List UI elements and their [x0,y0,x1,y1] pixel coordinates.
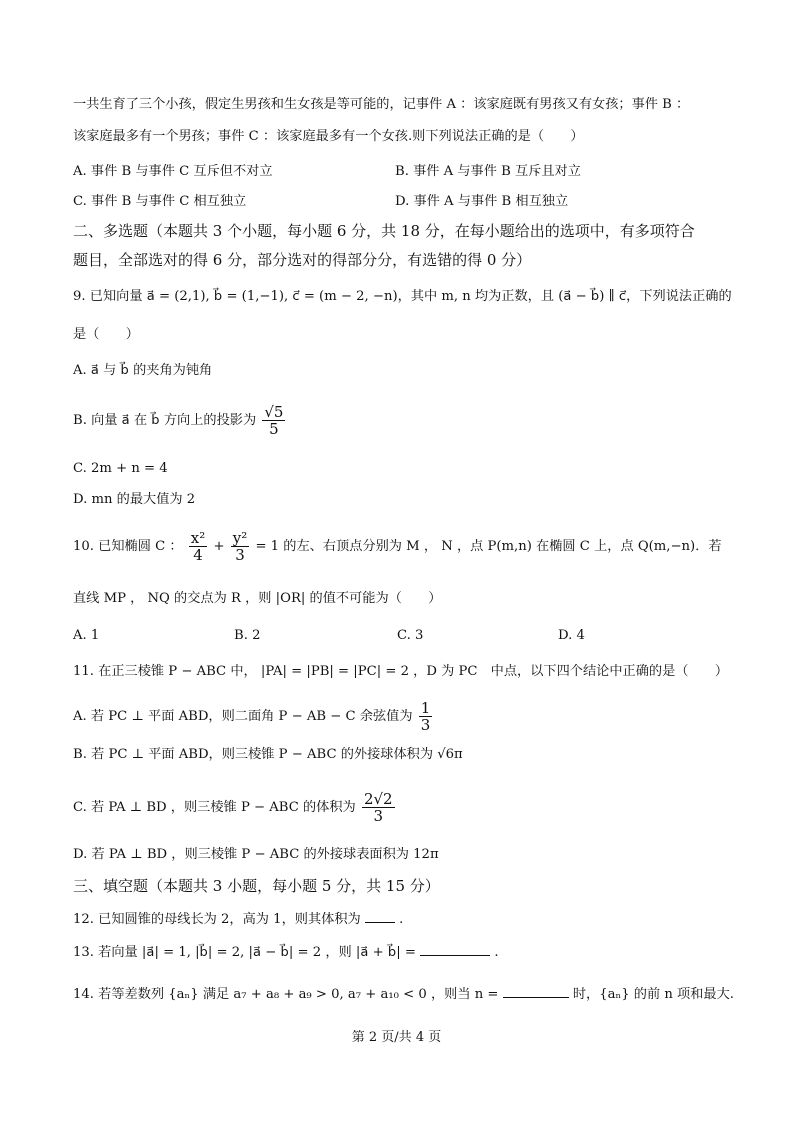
q9-stem-line1: 9. 已知向量 a⃗ = (2,1), b⃗ = (1,−1), c⃗ = (m − 2, −n)，其中 m, n 均为正数，且 (a⃗ − b⃗) ∥ c⃗，下列说法正确的 [73,289,732,304]
q11-option-c [73,786,721,830]
q10-option-a: A. 1 [73,628,100,643]
q11-option-b: B. 若 PC ⊥ 平面 ABD，则三棱锥 P − ABC 的外接球体积为 √6π [73,747,463,762]
q9-option-a: A. a⃗ 与 b⃗ 的夹角为钝角 [73,363,213,378]
section3-heading: 三、填空题（本题共 3 小题，每小题 5 分，共 15 分） [73,877,440,895]
q9-option-b [73,400,721,442]
q11-option-c-fraction [362,791,395,825]
q9-option-b-denominator: 5 [269,420,279,438]
q14-line [73,985,734,1004]
q11-option-c-numerator: 2√2 [363,789,393,808]
q11-option-a-denominator: 3 [420,716,431,734]
section2-heading-line1: 二、多选题（本题共 3 个小题，每小题 6 分，共 18 分，在每小题给出的选项中，有多项符合 [73,222,695,240]
q11-option-d: D. 若 PA ⊥ BD ，则三棱锥 P − ABC 的外接球表面积为 12π [73,847,439,862]
q13-answer-blank[interactable] [420,943,490,956]
q10-fraction-y-denominator: 3 [235,546,245,564]
q13-text: 13. 若向量 |a⃗| = 1, |b⃗| = 2, |a⃗ − b⃗| = 2 ，则 |a⃗ + b⃗| = [73,945,416,960]
q11-stem: 11. 在正三棱锥 P − ABC 中， |PA| = |PB| = |PC| = 2 ，D 为 PC 中点，以下四个结论中正确的是（ ） [73,664,729,679]
q8-options-row1 [73,160,721,178]
q8-option-b: B. 事件 A 与事件 B 互斥且对立 [395,164,581,179]
q10-stem-suffix: = 1 的左、右顶点分别为 M ， N ，点 P(m,n) 在椭圆 C 上，点 Q(m,−n)．若 [255,539,722,554]
q10-option-b: B. 2 [234,628,261,643]
q9-option-c: C. 2m + n = 4 [73,461,168,476]
q10-option-c: C. 3 [397,628,424,643]
q10-fraction-x-numerator: x² [190,528,206,547]
q10-options-row [73,628,721,646]
section2-heading-line2: 题目，全部选对的得 6 分，部分选对的得部分分，有选错的得 0 分） [73,251,532,269]
q8-stem-line1: 一共生育了三个小孩，假定生男孩和生女孩是等可能的，记事件 A ：该家庭既有男孩又有女孩；事件 B ： [73,97,690,112]
q10-fraction-x [189,530,207,564]
q12-end: . [399,912,404,927]
q12-answer-blank[interactable] [365,910,395,923]
q11-option-a-numerator: 1 [420,698,431,717]
q8-option-c: C. 事件 B 与事件 C 相互独立 [73,194,247,209]
q8-option-d: D. 事件 A 与事件 B 相互独立 [395,194,569,209]
q8-stem-line2: 该家庭最多有一个男孩；事件 C ：该家庭最多有一个女孩.则下列说法正确的是（ ） [73,129,584,144]
q10-plus-sign: + [213,539,225,554]
q9-stem-line2: 是（ ） [73,327,139,342]
q9-option-d: D. mn 的最大值为 2 [73,492,196,507]
q11-option-a-text: A. 若 PC ⊥ 平面 ABD，则二面角 P − AB − C 余弦值为 [73,709,413,724]
q11-option-c-denominator: 3 [373,807,384,825]
q11-option-a-fraction [419,700,433,734]
q10-fraction-y-numerator: y² [232,528,248,547]
q10-stem-prefix: 10. 已知椭圆 C ： [73,539,183,554]
q10-option-d: D. 4 [558,628,585,643]
q14-end: 时，{aₙ} 的前 n 项和最大. [572,987,734,1002]
q9-option-b-fraction [262,404,285,438]
q14-text: 14. 若等差数列 {aₙ} 满足 a₇ + a₈ + a₉ > 0, a₇ + a₁₀ < 0 ，则当 n = [73,987,499,1002]
page-number-footer: 第 2 页/共 4 页 [351,1030,442,1045]
q8-options-row2 [73,190,721,208]
q14-answer-blank[interactable] [503,985,569,998]
q8-option-a: A. 事件 B 与事件 C 互斥但不对立 [73,164,273,179]
q11-option-a [73,696,721,738]
q13-line [73,943,721,962]
q10-fraction-y [231,530,250,564]
q10-stem-line2: 直线 MP ， NQ 的交点为 R ，则 |OR| 的值不可能为（ ） [73,591,442,606]
q13-end: . [494,945,499,960]
q9-option-b-text: B. 向量 a⃗ 在 b⃗ 方向上的投影为 [73,413,257,428]
q12-line [73,910,721,929]
q9-option-b-numerator: √5 [264,402,284,421]
q10-stem-line1 [73,526,721,568]
q10-fraction-x-denominator: 4 [193,546,203,564]
q12-text: 12. 已知圆锥的母线长为 2，高为 1，则其体积为 [73,912,361,927]
q11-option-c-text: C. 若 PA ⊥ BD ，则三棱锥 P − ABC 的体积为 [73,800,356,815]
